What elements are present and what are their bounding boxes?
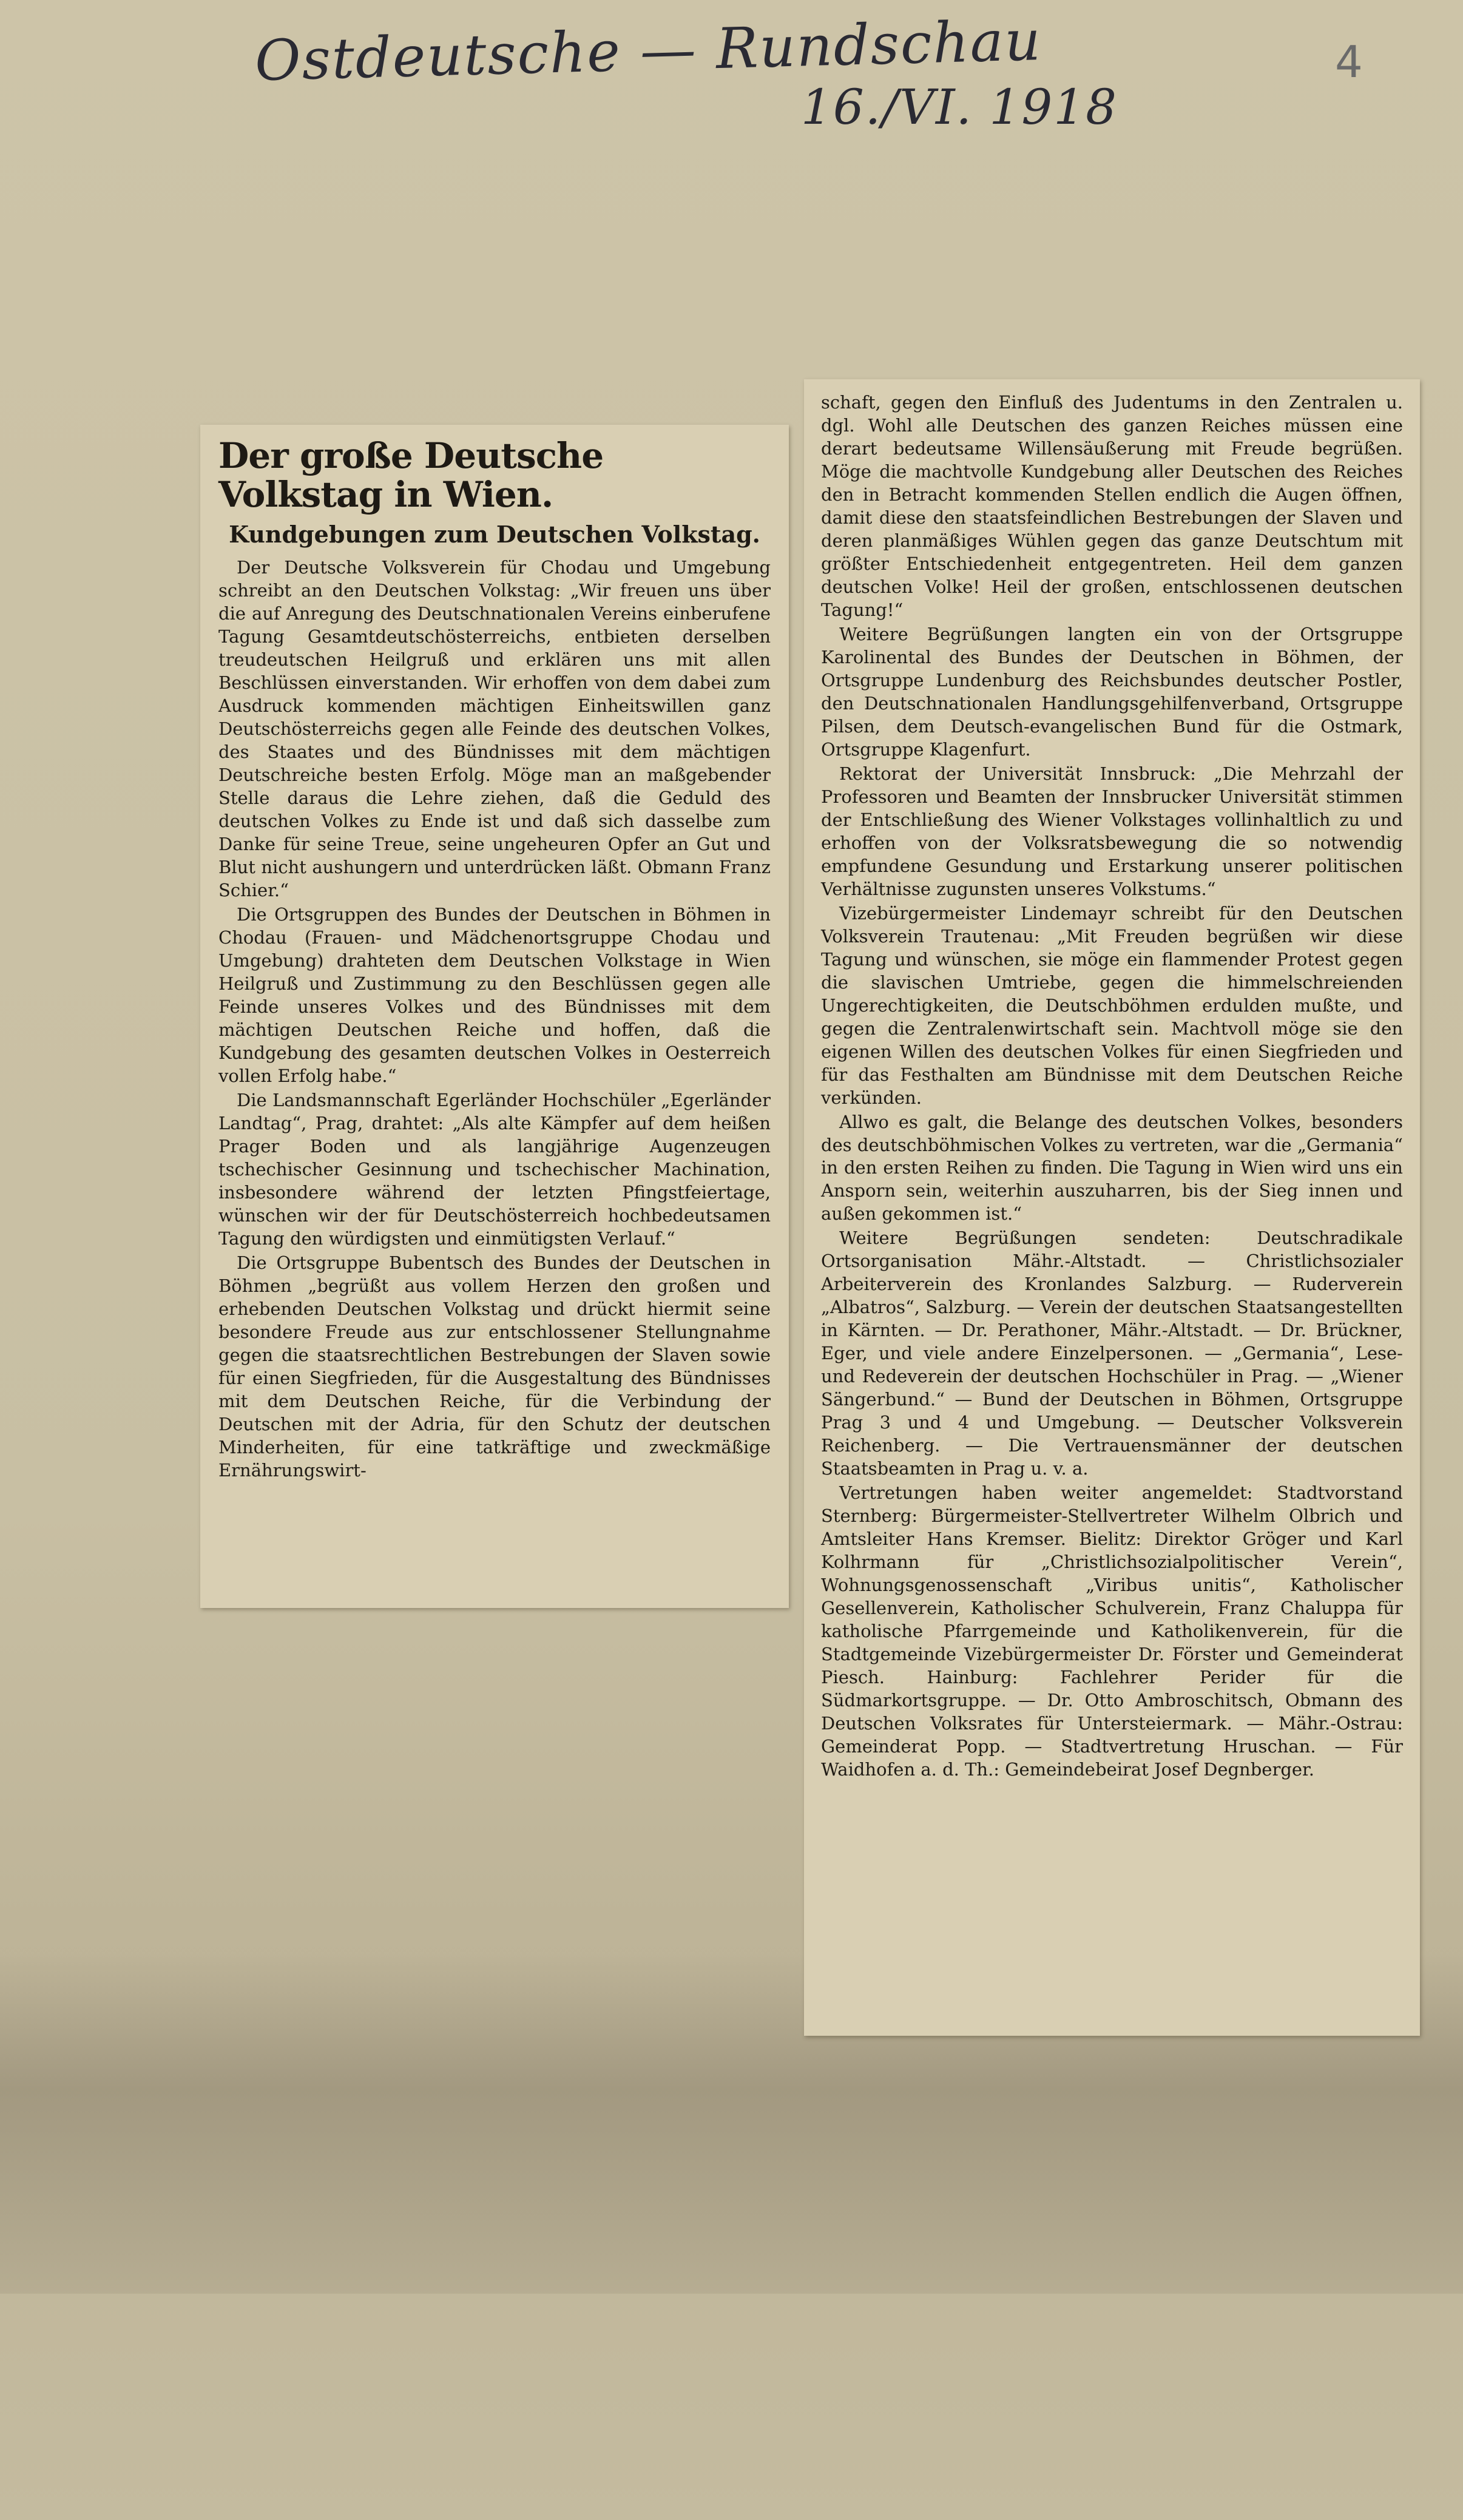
article-headline: Der große Deutsche Volkstag in Wien.	[218, 435, 604, 515]
paragraph: schaft, gegen den Einfluß des Judentums in den Zentralen u. dgl. Wohl alle Deutschen des ganzen Reiches müssen eine derart bedeutsame Willensäußerung mit Freude begrüßen. Möge die machtvolle Kundgebung aller Deutschen des Reiches den in Betracht kommenden Stellen endlich die Augen öffnen, damit diese den staatsfeindlichen Bestrebungen der Slaven und deren planmäßiges Wühlen gegen das ganze Deutschtum mit größter Entschiedenheit entgegentreten. Heil dem ganzen deutschen Volke! Heil der großen, entschlossenen deutschen Tagung!“	[821, 392, 1403, 620]
paragraph: Vertretungen haben weiter angemeldet: Stadtvorstand Sternberg: Bürgermeister-Stellvertreter Wilhelm Olbrich und Amtsleiter Hans Kremser. Bielitz: Direktor Gröger und Karl Kolhrmann für „Christlichsozialpolitischer Verein“, Wohnungsgenossenschaft „Viribus unitis“, Katholischer Gesellenverein, Katholischer Schulverein, Franz Chaluppa für katholische Pfarrgemeinde und Katholikenverein, für die Stadtgemeinde Vizebürgermeister Dr. Förster und Gemeinderat Piesch. Hainburg: Fachlehrer Perider für die Südmarkortsgruppe. — Dr. Otto Ambroschitsch, Obmann des Deutschen Volksrates für Untersteiermark. — Mähr.-Ostrau: Gemeinderat Popp. — Stadtvertretung Hruschan. — Für Waidhofen a. d. Th.: Gemeindebeirat Josef Degnberger.	[821, 1482, 1403, 1780]
paragraph: Der Deutsche Volksverein für Chodau und Umgebung schreibt an den Deutschen Volkstag: „Wir freuen uns über die auf Anregung des Deutschnationalen Vereins einberufene Tagung Gesamtdeutschösterreichs, entbieten derselben treudeutschen Heilgruß und erklären uns mit allen Beschlüssen einverstanden. Wir erhoffen von dem dabei zum Ausdruck kommenden mächtigen Einheitswillen ganz Deutschösterreichs gegen alle Feinde des deutschen Volkes, des Staates und des Bündnisses mit dem mächtigen Deutschreiche besten Erfolg. Möge man an maßgebender Stelle daraus die Lehre ziehen, daß die Geduld des deutschen Volkes zu Ende ist und daß sich dasselbe zum Danke für seine Treue, seine ungeheuren Opfer an Gut und Blut nicht aushungern und unterdrücken läßt. Obmann Franz Schier.“	[218, 557, 771, 900]
article-subheadline: Kundgebungen zum Deutschen Volkstag.	[229, 520, 760, 548]
newspaper-clipping-left	[200, 425, 789, 1608]
handwritten-source: Ostdeutsche — Rundschau	[254, 8, 1043, 93]
paragraph: Die Landsmannschaft Egerländer Hochschüler „Egerländer Landtag“, Prag, drahtet: „Als alte Kämpfer auf dem heißen Prager Boden und als langjährige Augenzeugen tschechischer Gesinnung und tschechischer Machination, insbesondere während der letzten Pfingstfeiertage, wünschen wir der für Deutschösterreich hochbedeutsamen Tagung den würdigsten und einmütigsten Verlauf.“	[218, 1089, 771, 1249]
paragraph: Die Ortsgruppe Bubentsch des Bundes der Deutschen in Böhmen „begrüßt aus vollem Herzen den großen und erhebenden Deutschen Volkstag und drückt hiermit seine besondere Freude aus zur entschlossener Stellungnahme gegen die staatsrechtlichen Bestrebungen der Slaven sowie für einen Siegfrieden, für die Ausgestaltung des Bündnisses mit dem Deutschen Reiche, für die Verbindung der Deutschen mit der Adria, für den Schutz der deutschen Minderheiten, für eine tatkräftige und zweckmäßige Ernährungswirt-	[218, 1252, 771, 1481]
newspaper-clipping-right	[804, 379, 1420, 2036]
paragraph: Rektorat der Universität Innsbruck: „Die Mehrzahl der Professoren und Beamten der Innsbrucker Universität stimmen der Entschließung des Wiener Volkstages vollinhaltlich zu und erhoffen von der Volksratsbewegung die so notwendig empfundene Gesundung und Erstarkung unserer politischen Verhältnisse zugunsten unseres Volkstums.“	[821, 763, 1403, 899]
paragraph: Weitere Begrüßungen sendeten: Deutschradikale Ortsorganisation Mähr.-Altstadt. — Christlichsozialer Arbeiterverein des Kronlandes Salzburg. — Ruderverein „Albatros“, Salzburg. — Verein der deutschen Staatsangestellten in Kärnten. — Dr. Perathoner, Mähr.-Altstadt. — Dr. Brückner, Eger, und viele andere Einzelpersonen. — „Germania“, Lese- und Redeverein der deutschen Hochschüler in Prag. — „Wiener Sängerbund.“ — Bund der Deutschen in Böhmen, Ortsgruppe Prag 3 und 4 und Umgebung. — Deutscher Volksverein Reichenberg. — Die Vertrauensmänner der deutschen Staatsbeamten in Prag u. v. a.	[821, 1228, 1403, 1479]
paragraph: Weitere Begrüßungen langten ein von der Ortsgruppe Karolinental des Bundes der Deutschen in Böhmen, der Ortsgruppe Lundenburg des Reichsbundes deutscher Postler, den Deutschnationalen Handlungsgehilfenverband, Ortsgruppe Pilsen, dem Deutsch-evangelischen Bund für die Ostmark, Ortsgruppe Klagenfurt.	[821, 623, 1403, 760]
paragraph: Die Ortsgruppen des Bundes der Deutschen in Böhmen in Chodau (Frauen- und Mädchenortsgruppe Chodau und Umgebung) drahteten dem Deutschen Volkstage in Wien Heilgruß und Zustimmung zu den Beschlüssen gegen alle Feinde unseres Volkes und des Bündnisses mit dem mächtigen Deutschen Reiche und hoffen, daß die Kundgebung des gesamten deutschen Volkes in Oesterreich vollen Erfolg habe.“	[218, 904, 771, 1086]
paragraph: Vizebürgermeister Lindemayr schreibt für den Deutschen Volksverein Trautenau: „Mit Freuden begrüßen wir diese Tagung und wünschen, sie möge ein flammender Protest gegen die slavischen Umtriebe, gegen die himmelschreienden Ungerechtigkeiten, die Deutschböhmen erdulden mußte, und gegen die Zentralenwirtschaft sein. Machtvoll möge sie den eigenen Willen des deutschen Volkes für einen Siegfrieden und für das Festhalten am Bündnisse mit dem Deutschen Reiche verkünden.	[821, 902, 1403, 1108]
page-number: 4	[1335, 36, 1363, 87]
paragraph: Allwo es galt, die Belange des deutschen Volkes, besonders des deutschböhmischen Volkes zu vertreten, war die „Germania“ in den ersten Reihen zu finden. Die Tagung in Wien wird uns ein Ansporn sein, weiterhin auszuharren, bis der Sieg innen und außen gekommen ist.“	[821, 1111, 1403, 1225]
handwritten-date: 16./VI. 1918	[801, 79, 1118, 135]
